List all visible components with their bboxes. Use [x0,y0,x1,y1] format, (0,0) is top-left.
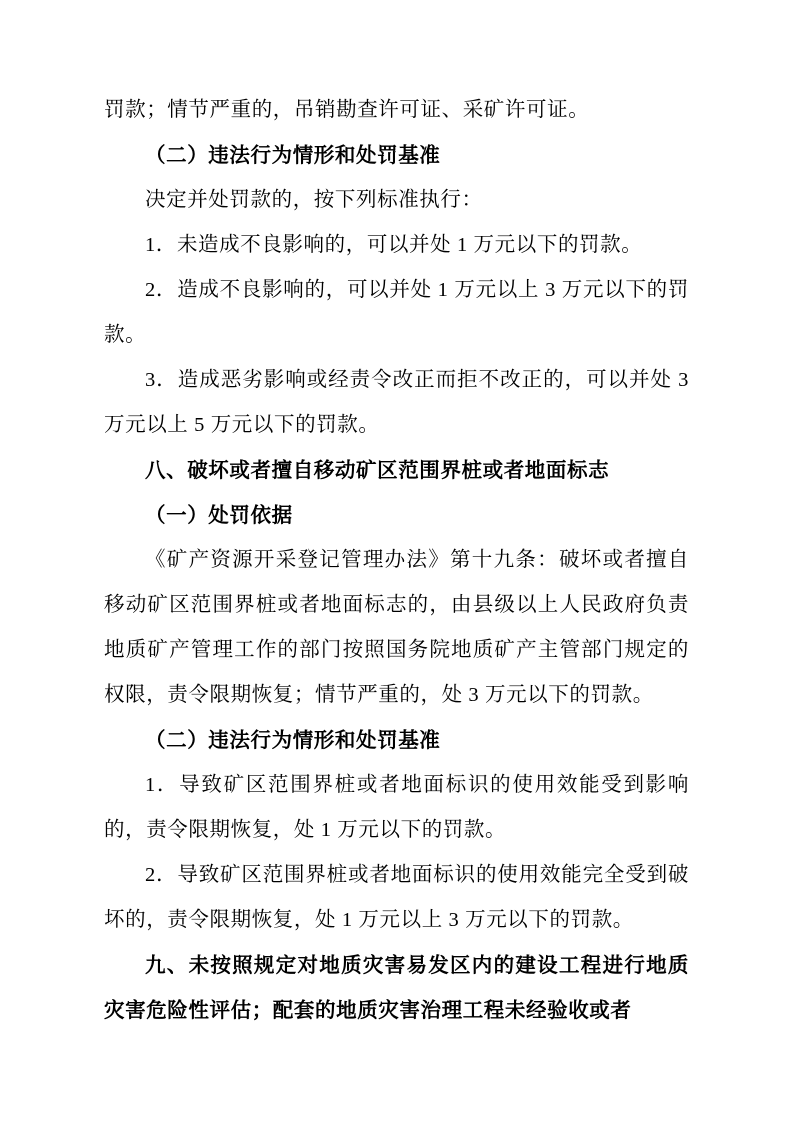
section-heading-nine: 九、未按照规定对地质灾害易发区内的建设工程进行地质灾害危险性评估；配套的地质灾害治理工程未经验收或者 [104,953,689,1022]
document-body [104,88,689,1033]
list-item-2-2: 2．导致矿区范围界桩或者地面标识的使用效能完全受到破坏的，责令限期恢复，处 1 万元以上 3 万元以下的罚款。 [104,864,689,931]
subheading-penalty-basis: （一）处罚依据 [145,503,293,527]
list-item-2-1: 1．导致矿区范围界桩或者地面标识的使用效能受到影响的，责令限期恢复，处 1 万元以下的罚款。 [104,774,689,841]
subheading-penalty-standards-2: （二）违法行为情形和处罚基准 [145,728,441,752]
list-item-1-3: 3．造成恶劣影响或经责令改正而拒不改正的，可以并处 3 万元以上 5 万元以下的罚款。 [104,369,689,436]
paragraph-standard-intro: 决定并处罚款的，按下列标准执行： [145,189,483,211]
list-item-1-2: 2．造成不良影响的，可以并处 1 万元以上 3 万元以下的罚款。 [104,279,689,346]
subheading-penalty-standards-1: （二）违法行为情形和处罚基准 [145,143,441,167]
list-item-1-1: 1．未造成不良影响的，可以并处 1 万元以下的罚款。 [145,234,643,256]
paragraph-regulation-citation: 《矿产资源开采登记管理办法》第十九条：破坏或者擅自移动矿区范围界桩或者地面标志的，由县级以上人民政府负责地质矿产管理工作的部门按照国务院地质矿产主管部门规定的权限，责令限期恢复；情节严重的，处 3 万元以下的罚款。 [104,549,689,706]
section-heading-eight: 八、破坏或者擅自移动矿区范围界桩或者地面标志 [145,458,610,482]
paragraph-continuation: 罚款；情节严重的，吊销勘查许可证、采矿许可证。 [104,99,590,121]
